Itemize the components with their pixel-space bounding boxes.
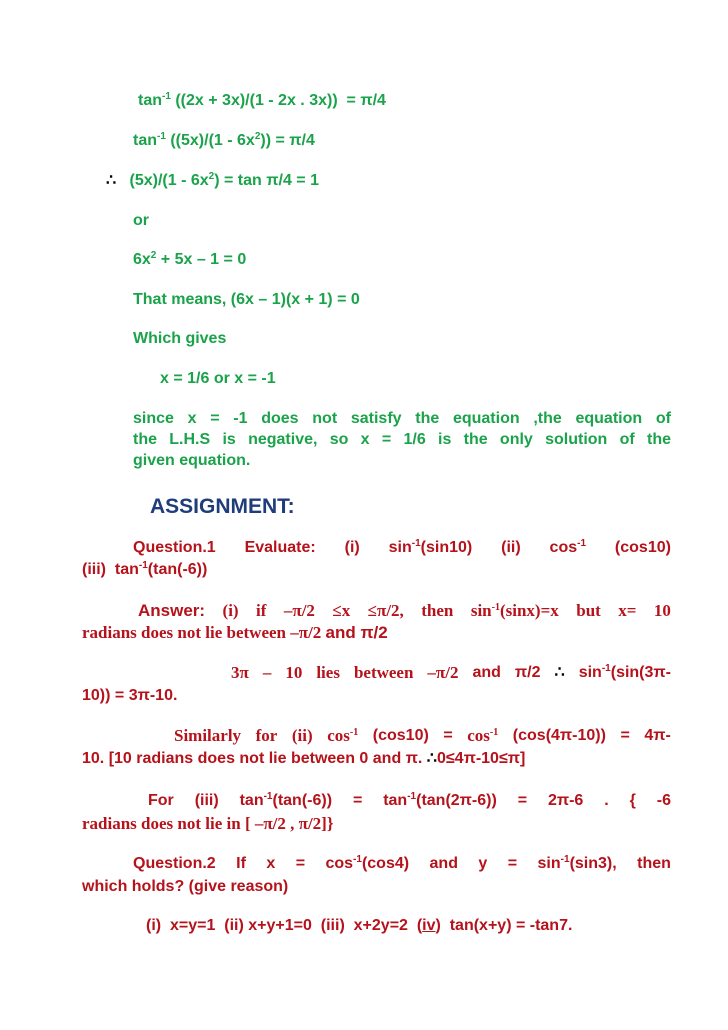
- equation-line-8: x = 1/6 or x = -1: [160, 370, 276, 387]
- answer-part-4: For (iii) $\tan^{-1}(\tan(-6))$ = $\tan^{-1}(\tan(2\pi-6))$ = 2π-6 . { -6 radians does not lie in [ –π/2 , π/2]}: [82, 791, 671, 833]
- equation-line-7: Which gives: [133, 330, 227, 347]
- answer-part-2: 3π – 10 lies between –π/2 and π/2 ∴ $\sin^{-1}(\sin(3\pi-$ 10)) = 3π-10.: [82, 663, 671, 704]
- equation-line-2: $\tan^{-1} ((5x)/(1 - 6x^2)) = \pi/4$: [133, 131, 315, 149]
- equation-line-5: $6x^2 + 5x - 1 = 0$: [133, 250, 247, 268]
- question-1: Question.1 Evaluate: (i) $\sin^{-1}(\sin 10)$ (ii) $\cos^{-1}$ (cos10) (iii) $\tan^{-1}(\tan(-6))$: [82, 538, 671, 578]
- answer-part-3: Similarly for (ii) $\cos^{-1}$ (cos10) = $\cos^{-1}$ (cos(4π-10)) = 4π- 10. [10 radians does not lie between 0 and π. ∴0≤4π-10≤π]: [82, 726, 671, 767]
- assignment-heading: ASSIGNMENT:: [150, 495, 295, 518]
- question-2-options: (i) x=y=1 (ii) x+y+1=0 (iii) x+2y=2 (iv) tan(x+y) = -tan7.: [146, 917, 573, 934]
- equation-line-3: ∴ $(5x)/(1 - 6x^2) = \tan \pi/4 = 1$: [106, 171, 319, 189]
- answer-part-1: Answer: (i) if –π/2 ≤x ≤π/2, then $\sin^{-1}(\sin x)=x$ but x= 10 radians does not lie between –π/2 and π/2: [82, 601, 671, 642]
- equation-line-1: $\tan^{-1} ((2x + 3x)/(1 - 2x$ . 3x)) = π/4: [138, 91, 386, 109]
- question-2: Question.2 If x = $\cos^{-1}(\cos 4)$ and y = $\sin^{-1}(\sin 3)$, then which holds? (give reason): [82, 854, 671, 895]
- equation-line-4: or: [133, 212, 149, 229]
- equation-line-6: That means, (6x – 1)(x + 1) = 0: [133, 291, 360, 308]
- conclusion-paragraph: since x = -1 does not satisfy the equation ,the equation of the L.H.S is negative, so x = 1/6 is the only solution of the given equation.: [133, 410, 671, 469]
